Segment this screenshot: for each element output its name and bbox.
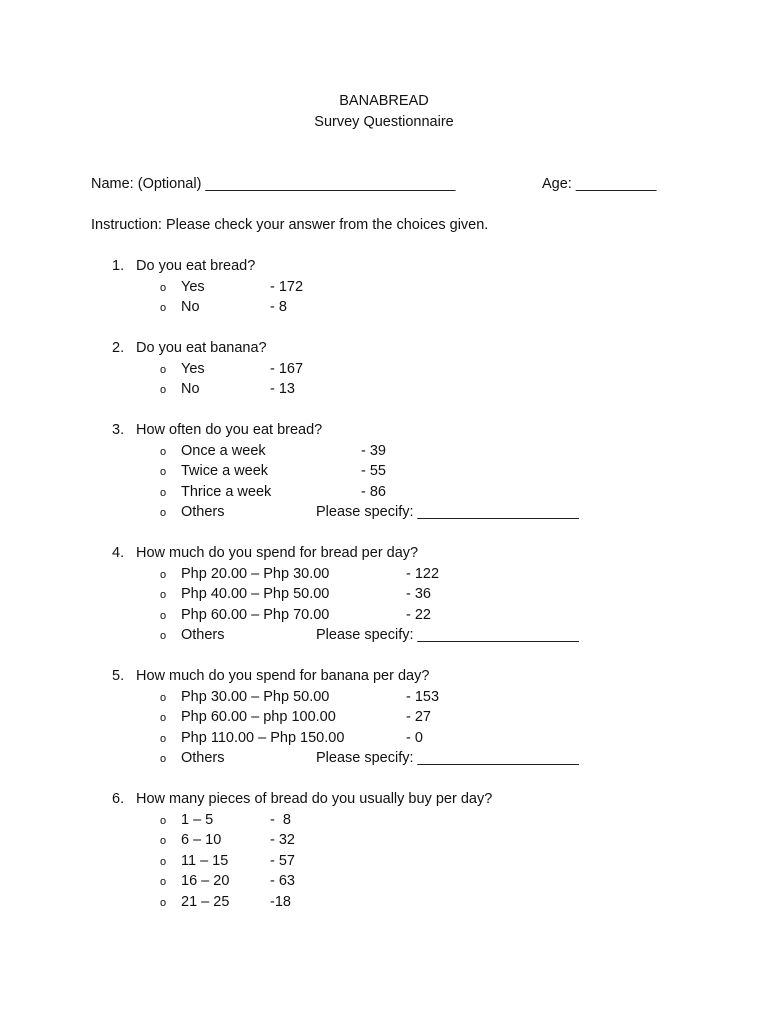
question-number: 2. <box>112 340 125 356</box>
choice-count: - 153 <box>406 688 440 705</box>
question-number: 3. <box>112 422 125 438</box>
choice-label: Php 60.00 – php 100.00 <box>181 709 336 725</box>
choice-bullet-icon[interactable]: o <box>160 384 167 396</box>
choice-count: - 8 <box>270 299 287 315</box>
choice-bullet-icon[interactable]: o <box>160 609 167 622</box>
question-number: 6. <box>112 791 125 807</box>
choice-count: - 27 <box>406 709 431 725</box>
choice-bullet-icon[interactable]: o <box>160 732 167 745</box>
choice-count: - 32 <box>270 832 295 848</box>
choice-label: 1 – 5 <box>181 811 214 828</box>
question-number: 1. <box>112 258 125 274</box>
choice-bullet-icon[interactable]: o <box>160 466 167 478</box>
choice-count: - 22 <box>406 606 431 623</box>
question-text: How much do you spend for banana per day? <box>136 668 430 684</box>
choice-bullet-icon[interactable]: o <box>160 876 167 888</box>
choice-bullet-icon[interactable]: o <box>160 753 167 765</box>
choice-label: Yes <box>181 278 205 295</box>
choice-count: - 167 <box>270 360 304 377</box>
document-title: BANABREAD <box>339 93 429 109</box>
choice-label: Others <box>181 750 225 766</box>
choice-count: - 63 <box>270 873 295 889</box>
choice-count: - 8 <box>270 811 291 828</box>
instruction-text: Instruction: Please check your answer from the choices given. <box>91 217 489 233</box>
name-field-label: Name: (Optional) _______________________________ <box>91 176 456 192</box>
choice-label: Php 20.00 – Php 30.00 <box>181 565 330 582</box>
choice-bullet-icon[interactable]: o <box>160 630 167 642</box>
choice-count: - 39 <box>361 442 386 459</box>
choice-label: Php 40.00 – Php 50.00 <box>181 586 330 602</box>
choice-count: - 86 <box>361 483 386 500</box>
choice-label: Twice a week <box>181 463 269 479</box>
question-number: 4. <box>112 545 125 561</box>
choice-label: Thrice a week <box>181 483 272 500</box>
choice-label: No <box>181 381 200 397</box>
others-specify-field[interactable]: Please specify: ____________________ <box>316 750 579 766</box>
choice-bullet-icon[interactable]: o <box>160 568 167 581</box>
others-specify-field[interactable]: Please specify: ____________________ <box>316 504 579 520</box>
question-text: Do you eat bread? <box>136 258 256 274</box>
age-field-label: Age: __________ <box>542 176 657 192</box>
choice-label: Once a week <box>181 442 266 459</box>
choice-label: No <box>181 299 200 315</box>
choice-label: Php 30.00 – Php 50.00 <box>181 688 330 705</box>
question-text: How much do you spend for bread per day? <box>136 545 419 561</box>
choice-count: - 36 <box>406 586 431 602</box>
choice-bullet-icon[interactable]: o <box>160 445 167 458</box>
document-subtitle: Survey Questionnaire <box>314 114 454 130</box>
choice-count: - 55 <box>361 463 386 479</box>
choice-label: 6 – 10 <box>181 832 222 848</box>
choice-label: Php 110.00 – Php 150.00 <box>181 729 345 746</box>
choice-label: Others <box>181 627 225 643</box>
question-text: How many pieces of bread do you usually buy per day? <box>136 791 493 807</box>
choice-bullet-icon[interactable]: o <box>160 896 167 909</box>
choice-bullet-icon[interactable]: o <box>160 691 167 704</box>
choice-label: 21 – 25 <box>181 893 230 910</box>
choice-bullet-icon[interactable]: o <box>160 835 167 847</box>
choice-bullet-icon[interactable]: o <box>160 712 167 724</box>
choice-count: - 57 <box>270 852 295 869</box>
choice-label: Others <box>181 504 225 520</box>
choice-count: - 122 <box>406 565 440 582</box>
choice-bullet-icon[interactable]: o <box>160 507 167 519</box>
others-specify-field[interactable]: Please specify: ____________________ <box>316 627 579 643</box>
choice-count: - 172 <box>270 278 304 295</box>
choice-bullet-icon[interactable]: o <box>160 486 167 499</box>
choice-label: Php 60.00 – Php 70.00 <box>181 606 330 623</box>
choice-bullet-icon[interactable]: o <box>160 363 167 376</box>
choice-count: - 13 <box>270 381 295 397</box>
choice-label: 11 – 15 <box>181 852 229 869</box>
choice-bullet-icon[interactable]: o <box>160 281 167 294</box>
choice-bullet-icon[interactable]: o <box>160 302 167 314</box>
question-text: How often do you eat bread? <box>136 422 323 438</box>
choice-label: Yes <box>181 360 205 377</box>
question-text: Do you eat banana? <box>136 340 267 356</box>
choice-bullet-icon[interactable]: o <box>160 589 167 601</box>
choice-label: 16 – 20 <box>181 873 230 889</box>
choice-bullet-icon[interactable]: o <box>160 855 167 868</box>
choice-count: - 0 <box>406 729 423 746</box>
choice-bullet-icon[interactable]: o <box>160 814 167 827</box>
question-number: 5. <box>112 668 125 684</box>
choice-count: -18 <box>270 893 291 910</box>
